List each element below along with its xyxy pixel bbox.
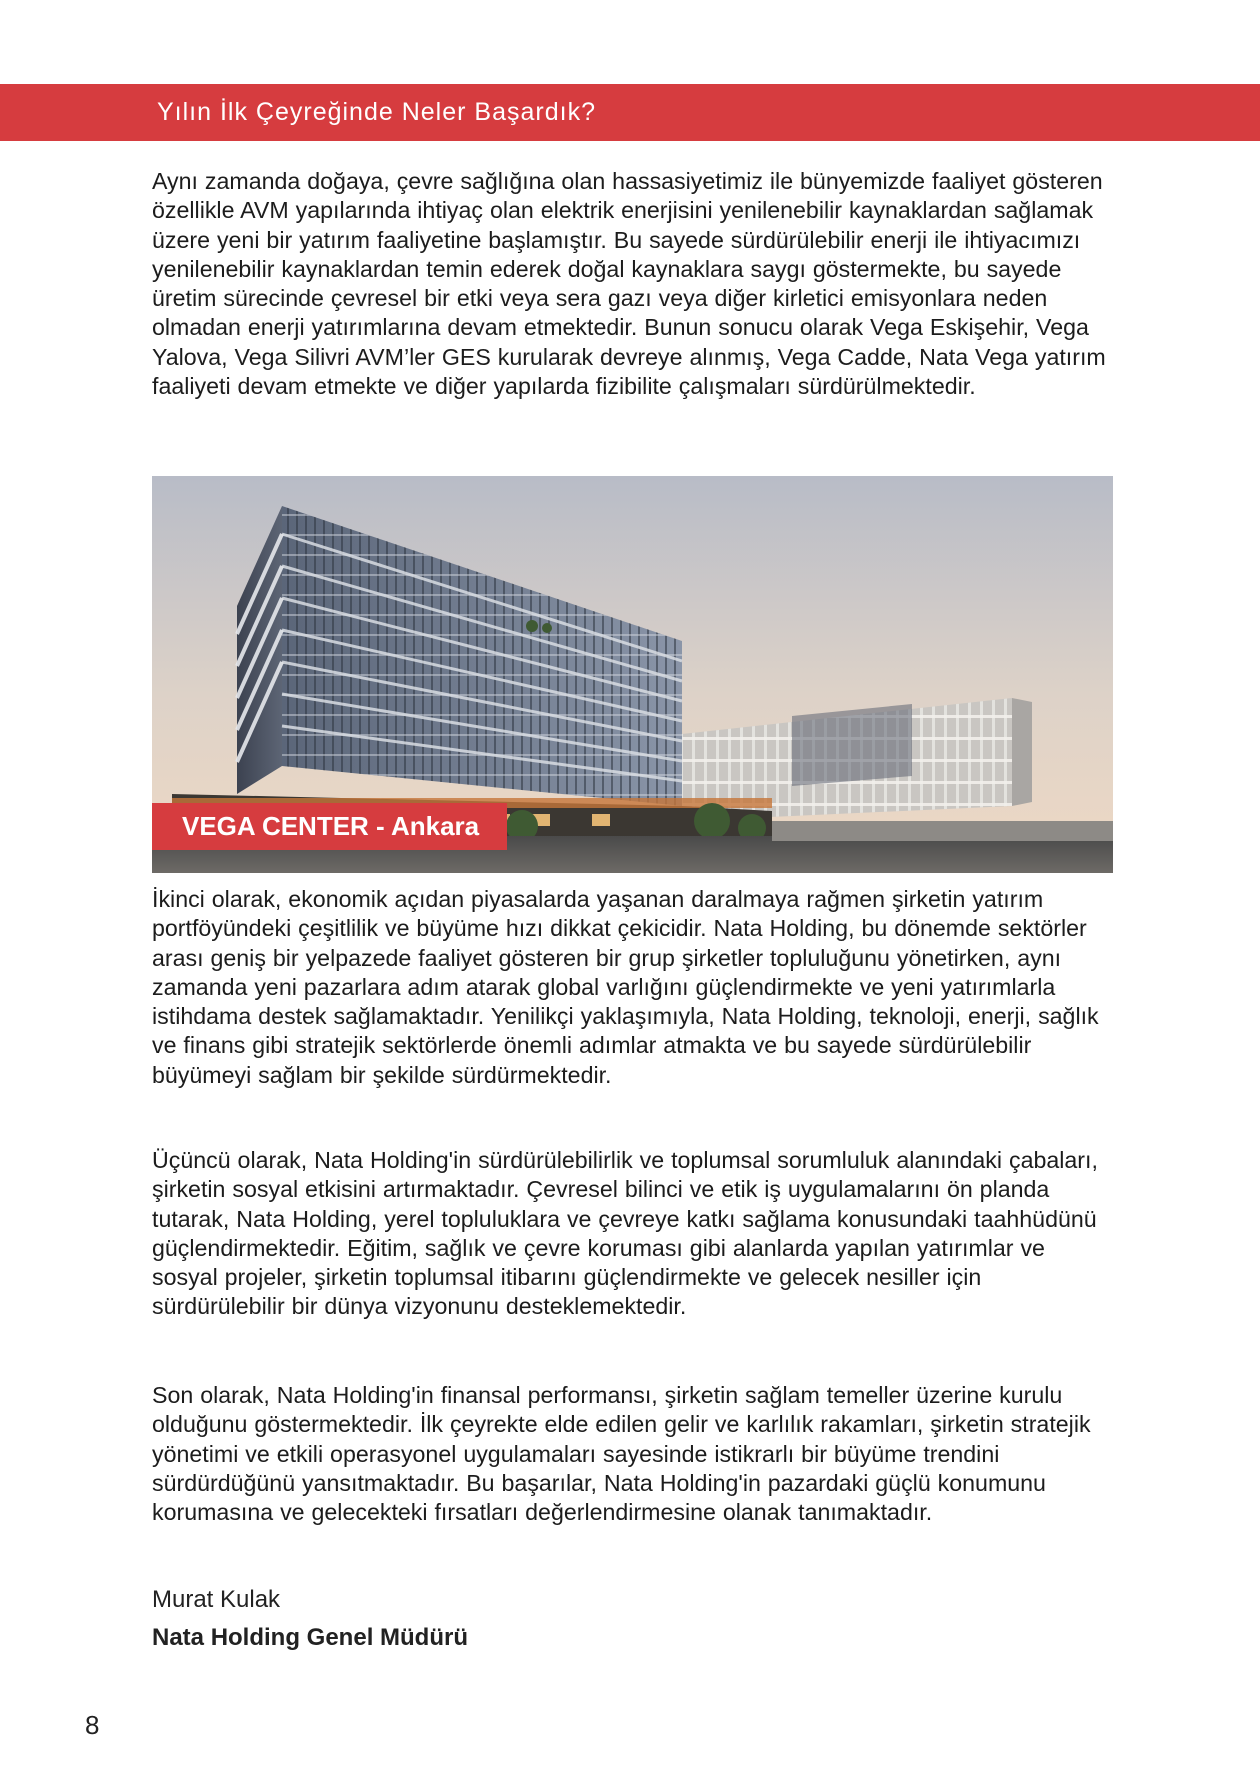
section-title: Yılın İlk Çeyreğinde Neler Başardık?	[157, 98, 596, 126]
signature-title: Nata Holding Genel Müdürü	[152, 1624, 468, 1651]
body-paragraph: Aynı zamanda doğaya, çevre sağlığına olan hassasiyetimiz ile bünyemizde faaliyet gösteren özellikle AVM yapılarında ihtiyaç olan elektrik enerjisini yenilenebilir kaynaklardan sağlamak üzere yeni bir yatırım faaliyetine başlamıştır. Bu sayede sürdürülebilir enerji ile ihtiyacımızı yenilenebilir kaynaklardan temin ederek doğal kaynaklara saygı göstermekte, bu sayede üretim sürecinde çevresel bir etki veya sera gazı veya diğer kirletici emisyonlara neden olmadan enerji yatırımlarına devam etmektedir. Bunun sonucu olarak Vega Eskişehir, Vega Yalova, Vega Silivri AVM’ler GES kurularak devreye alınmış, Vega Cadde, Nata Vega yatırım faaliyeti devam etmekte ve diğer yapılarda fizibilite çalışmaları sürdürülmektedir.	[152, 168, 1106, 400]
page-number: 8	[85, 1710, 100, 1740]
photo-caption: VEGA CENTER - Ankara	[152, 803, 507, 850]
body-paragraph: Son olarak, Nata Holding'in finansal performansı, şirketin sağlam temeller üzerine kurulu olduğunu göstermektedir. İlk çeyrekte elde edilen gelir ve karlılık rakamları, şirketin stratejik yönetimi ve etkili operasyonel uygulamaları sayesinde istikrarlı bir büyüme trendini sürdürdüğünü yansıtmaktadır. Bu başarılar, Nata Holding'in pazardaki güçlü konumunu korumasına ve gelecekteki fırsatları değerlendirmesine olanak tanımaktadır.	[152, 1382, 1091, 1526]
body-paragraph: İkinci olarak, ekonomik açıdan piyasalarda yaşanan daralmaya rağmen şirketin yatırım portföyündeki çeşitlilik ve büyüme hızı dikkat çekicidir. Nata Holding, bu dönemde sektörler arası geniş bir yelpazede faaliyet gösteren bir grup şirketler topluluğunu yönetirken, aynı zamanda yeni pazarlara adım atarak global varlığını güçlendirmekte ve yeni yatırımlarla istihdama destek sağlamaktadır. Yenilikçi yaklaşımıyla, Nata Holding, teknoloji, enerji, sağlık ve finans gibi stratejik sektörlerde önemli adımlar atmakta ve bu sayede sürdürülebilir büyümeyi sağlam bir şekilde sürdürmektedir.	[152, 886, 1099, 1088]
signature-name: Murat Kulak	[152, 1586, 281, 1613]
body-paragraph: Üçüncü olarak, Nata Holding'in sürdürülebilirlik ve toplumsal sorumluluk alanındaki çabaları, şirketin sosyal etkisini artırmaktadır. Çevresel bilinci ve etik iş uygulamalarını ön planda tutarak, Nata Holding, yerel topluluklara ve çevreye katkı sağlama konusundaki taahhüdünü güçlendirmektedir. Eğitim, sağlık ve çevre koruması gibi alanlarda yapılan yatırımlar ve sosyal projeler, şirketin toplumsal itibarını güçlendirmekte ve gelecek nesiller için sürdürülebilir bir dünya vizyonunu desteklemektedir.	[152, 1147, 1098, 1320]
section-header-bar	[0, 84, 1260, 141]
